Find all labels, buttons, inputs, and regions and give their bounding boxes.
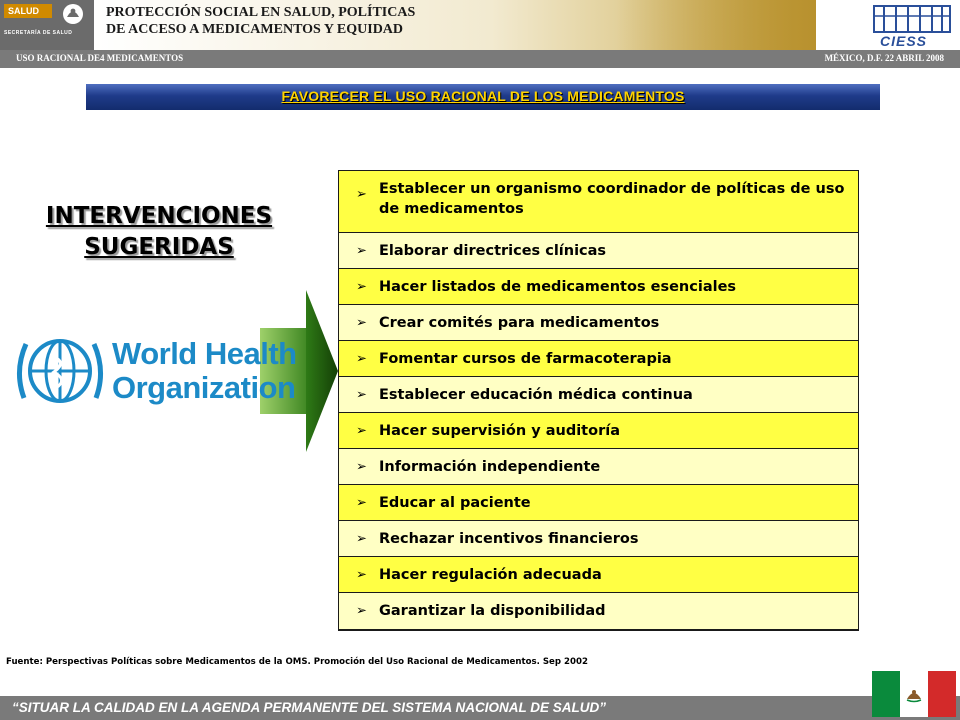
intervention-row: [339, 233, 858, 269]
arrow-bullet-icon: ➢: [356, 567, 367, 582]
heading-line-2: SUGERIDAS: [84, 234, 234, 260]
intervention-row: [339, 377, 858, 413]
info-left: USO RACIONAL DE4 MEDICAMENTOS: [16, 53, 184, 63]
arrow-bullet-icon: ➢: [356, 243, 367, 258]
building-icon: [868, 2, 956, 34]
heading-line-1: INTERVENCIONES: [45, 203, 273, 229]
source-note: Fuente: Perspectivas Políticas sobre Medicamentos de la OMS. Promoción del Uso Racional de Medicamentos. Sep 2002: [6, 657, 588, 667]
flag-emblem-icon: [905, 685, 923, 703]
intervention-row: [339, 171, 858, 233]
arrow-bullet-icon: ➢: [356, 387, 367, 402]
arrow-bullet-icon: ➢: [356, 351, 367, 366]
secretaria-label: SECRETARÍA DE SALUD: [4, 30, 73, 36]
arrow-bullet-icon: ➢: [356, 531, 367, 546]
intervention-row: [339, 341, 858, 377]
title-line-1: PROTECCIÓN SOCIAL EN SALUD, POLÍTICAS: [106, 5, 416, 20]
header: [0, 0, 960, 50]
intervention-text: Hacer supervisión y auditoría: [379, 422, 620, 439]
intervention-text: Información independiente: [379, 458, 601, 475]
arrow-bullet-icon: ➢: [356, 187, 367, 202]
arrow-bullet-icon: ➢: [356, 495, 367, 510]
footer-bar: [0, 696, 960, 720]
info-bar: [0, 50, 960, 68]
arrow-bullet-icon: ➢: [356, 603, 367, 619]
intervention-text: Garantizar la disponibilidad: [379, 603, 606, 619]
arrow-bullet-icon: ➢: [356, 423, 367, 438]
who-line-1: World Health: [112, 336, 297, 371]
section-banner: [86, 84, 880, 110]
intervention-text: Establecer educación médica continua: [379, 386, 693, 403]
section-banner-text: FAVORECER EL USO RACIONAL DE LOS MEDICAMENTOS: [281, 88, 685, 104]
arrow-bullet-icon: ➢: [356, 315, 367, 330]
intervention-row: [339, 593, 858, 629]
intervention-text: Hacer listados de medicamentos esenciales: [379, 278, 737, 295]
intervention-text: Elaborar directrices clínicas: [379, 242, 607, 259]
intervention-row: [339, 557, 858, 593]
chevron-right-icon: [306, 290, 338, 452]
intervention-row: [339, 485, 858, 521]
who-emblem-icon: [10, 328, 110, 414]
mexico-flag-icon: [872, 671, 956, 717]
arrow-bullet-icon: ➢: [356, 279, 367, 294]
info-right: MÉXICO, D.F. 22 ABRIL 2008: [824, 53, 944, 63]
intervention-text: Fomentar cursos de farmacoterapia: [379, 350, 672, 367]
intervention-row: [339, 269, 858, 305]
title-line-2: DE ACCESO A MEDICAMENTOS Y EQUIDAD: [106, 22, 404, 37]
intervention-row: [339, 413, 858, 449]
presentation-title: [94, 0, 816, 50]
ciess-wordmark: CIESS: [880, 33, 928, 49]
salud-logo: [0, 0, 94, 50]
salud-logo-tag: SALUD: [4, 4, 52, 18]
who-line-2: Organization: [112, 370, 296, 405]
who-logo: [10, 328, 316, 414]
ciess-logo: [850, 0, 960, 50]
intervention-row: [339, 521, 858, 557]
intervention-text: Rechazar incentivos financieros: [379, 530, 639, 547]
intervention-text: Hacer regulación adecuada: [379, 566, 602, 583]
interventions-heading: [20, 201, 298, 263]
intervention-text: Crear comités para medicamentos: [379, 314, 660, 331]
intervention-row: [339, 449, 858, 485]
arrow-bullet-icon: ➢: [356, 459, 367, 474]
eagle-seal-icon: [58, 2, 88, 26]
intervention-row: [339, 305, 858, 341]
interventions-list: [338, 170, 859, 631]
title-gold-fade: [616, 0, 816, 50]
intervention-text: Educar al paciente: [379, 494, 531, 511]
footer-slogan: “SITUAR LA CALIDAD EN LA AGENDA PERMANENTE DEL SISTEMA NACIONAL DE SALUD”: [12, 700, 607, 715]
intervention-text: Establecer un organismo coordinador de políticas de uso de medicamentos: [379, 181, 845, 217]
